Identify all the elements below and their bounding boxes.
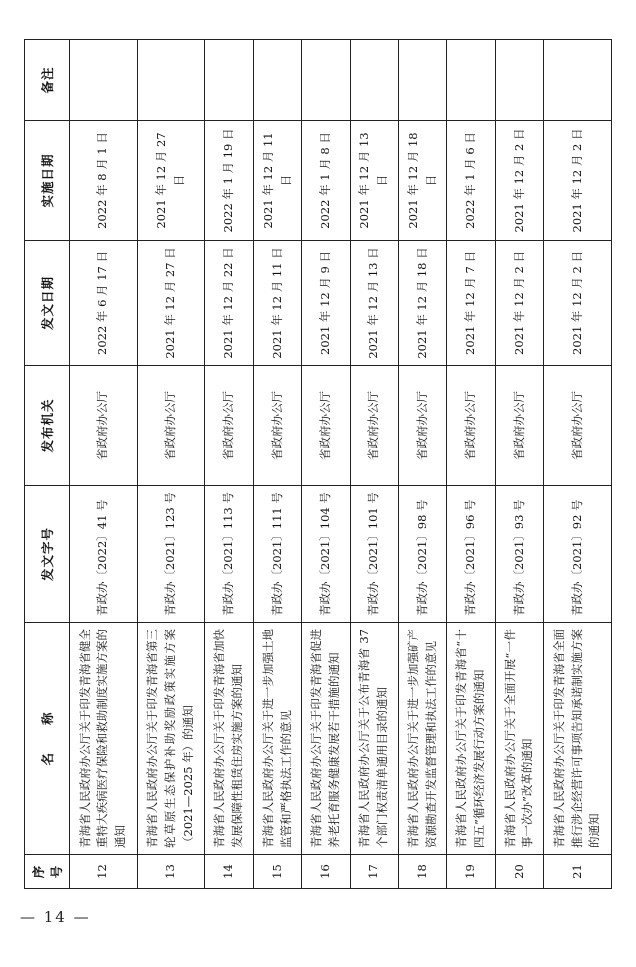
cell-effective-date: 2022 年 1 月 8 日 bbox=[302, 121, 350, 241]
cell-effective-date: 2021 年 12 月 13 日 bbox=[350, 121, 398, 241]
cell-issuer: 省政府办公厅 bbox=[447, 366, 495, 486]
cell-seq: 16 bbox=[302, 855, 350, 889]
cell-effective-date: 2022 年 8 月 1 日 bbox=[70, 121, 138, 241]
cell-issuer: 省政府办公厅 bbox=[205, 366, 253, 486]
table-row bbox=[447, 40, 495, 889]
cell-remark bbox=[302, 40, 350, 121]
cell-doc-no: 青政办〔2022〕41 号 bbox=[70, 486, 138, 623]
header-seq: 序号 bbox=[25, 855, 70, 889]
cell-seq: 21 bbox=[544, 855, 612, 889]
header-row bbox=[25, 40, 70, 889]
cell-name: 青海省人民政府办公厅关于印发青海省健全重特大疾病医疗保险和救助制度实施方案的通知 bbox=[70, 623, 138, 855]
cell-seq: 18 bbox=[399, 855, 447, 889]
cell-issue-date: 2021 年 12 月 13 日 bbox=[350, 241, 398, 366]
cell-remark bbox=[70, 40, 138, 121]
cell-remark bbox=[447, 40, 495, 121]
cell-doc-no: 青政办〔2021〕123 号 bbox=[137, 486, 205, 623]
cell-issue-date: 2021 年 12 月 11 日 bbox=[253, 241, 301, 366]
cell-name: 青海省人民政府办公厅关于印发青海省“十四五”循环经济发展行动方案的通知 bbox=[447, 623, 495, 855]
cell-effective-date: 2021 年 12 月 27 日 bbox=[137, 121, 205, 241]
cell-issue-date: 2021 年 12 月 22 日 bbox=[205, 241, 253, 366]
header-issuer: 发布机关 bbox=[25, 366, 70, 486]
cell-effective-date: 2021 年 12 月 2 日 bbox=[544, 121, 612, 241]
cell-effective-date: 2021 年 12 月 11 日 bbox=[253, 121, 301, 241]
cell-issue-date: 2022 年 6 月 17 日 bbox=[70, 241, 138, 366]
cell-issuer: 省政府办公厅 bbox=[137, 366, 205, 486]
table-row bbox=[350, 40, 398, 889]
cell-issue-date: 2021 年 12 月 9 日 bbox=[302, 241, 350, 366]
cell-doc-no: 青政办〔2021〕96 号 bbox=[447, 486, 495, 623]
table-row bbox=[399, 40, 447, 889]
cell-issue-date: 2021 年 12 月 2 日 bbox=[495, 241, 543, 366]
table-row bbox=[302, 40, 350, 889]
document-table bbox=[24, 39, 612, 889]
cell-doc-no: 青政办〔2021〕101 号 bbox=[350, 486, 398, 623]
header-doc-no: 发文字号 bbox=[25, 486, 70, 623]
cell-doc-no: 青政办〔2021〕98 号 bbox=[399, 486, 447, 623]
cell-name: 青海省人民政府办公厅关于印发青海省第三轮草原生态保护补助奖励政策实施方案（2021—2025 年）的通知 bbox=[137, 623, 205, 855]
cell-name: 青海省人民政府办公厅关于全面开展“一件事一次办”改革的通知 bbox=[495, 623, 543, 855]
cell-issue-date: 2021 年 12 月 27 日 bbox=[137, 241, 205, 366]
cell-issuer: 省政府办公厅 bbox=[253, 366, 301, 486]
cell-seq: 14 bbox=[205, 855, 253, 889]
header-name: 名 称 bbox=[25, 623, 70, 855]
cell-issuer: 省政府办公厅 bbox=[302, 366, 350, 486]
cell-issue-date: 2021 年 12 月 2 日 bbox=[544, 241, 612, 366]
cell-remark bbox=[253, 40, 301, 121]
cell-effective-date: 2022 年 1 月 19 日 bbox=[205, 121, 253, 241]
cell-issuer: 省政府办公厅 bbox=[544, 366, 612, 486]
cell-name: 青海省人民政府办公厅关于公布青海省 37 个部门权责清单通用目录的通知 bbox=[350, 623, 398, 855]
cell-issuer: 省政府办公厅 bbox=[350, 366, 398, 486]
cell-remark bbox=[544, 40, 612, 121]
cell-name: 青海省人民政府办公厅关于印发青海省加快发展保障性租赁住房实施方案的通知 bbox=[205, 623, 253, 855]
cell-seq: 12 bbox=[70, 855, 138, 889]
cell-name: 青海省人民政府办公厅关于印发青海省全面推行涉企经营许可事项告知承诺制实施方案的通知 bbox=[544, 623, 612, 855]
cell-remark bbox=[137, 40, 205, 121]
cell-effective-date: 2021 年 12 月 2 日 bbox=[495, 121, 543, 241]
cell-remark bbox=[399, 40, 447, 121]
cell-effective-date: 2021 年 12 月 18 日 bbox=[399, 121, 447, 241]
table-row bbox=[253, 40, 301, 889]
cell-issuer: 省政府办公厅 bbox=[399, 366, 447, 486]
cell-doc-no: 青政办〔2021〕92 号 bbox=[544, 486, 612, 623]
cell-remark bbox=[205, 40, 253, 121]
cell-doc-no: 青政办〔2021〕104 号 bbox=[302, 486, 350, 623]
cell-remark bbox=[495, 40, 543, 121]
cell-seq: 13 bbox=[137, 855, 205, 889]
cell-seq: 20 bbox=[495, 855, 543, 889]
header-remark: 备注 bbox=[25, 40, 70, 121]
cell-doc-no: 青政办〔2021〕113 号 bbox=[205, 486, 253, 623]
table-row bbox=[205, 40, 253, 889]
rotated-table-wrapper bbox=[24, 40, 612, 889]
table-row bbox=[70, 40, 138, 889]
header-effective-date: 实施日期 bbox=[25, 121, 70, 241]
header-issue-date: 发文日期 bbox=[25, 241, 70, 366]
cell-remark bbox=[350, 40, 398, 121]
cell-seq: 19 bbox=[447, 855, 495, 889]
cell-issuer: 省政府办公厅 bbox=[70, 366, 138, 486]
cell-name: 青海省人民政府办公厅关于印发青海省促进养老托育服务健康发展若干措施的通知 bbox=[302, 623, 350, 855]
cell-name: 青海省人民政府办公厅关于进一步加强矿产资源勘查开发监督管理和执法工作的意见 bbox=[399, 623, 447, 855]
cell-doc-no: 青政办〔2021〕111 号 bbox=[253, 486, 301, 623]
table-row bbox=[544, 40, 612, 889]
cell-name: 青海省人民政府办公厅关于进一步加强土地监管和严格执法工作的意见 bbox=[253, 623, 301, 855]
cell-doc-no: 青政办〔2021〕93 号 bbox=[495, 486, 543, 623]
cell-issue-date: 2021 年 12 月 18 日 bbox=[399, 241, 447, 366]
table-row bbox=[495, 40, 543, 889]
cell-seq: 17 bbox=[350, 855, 398, 889]
cell-seq: 15 bbox=[253, 855, 301, 889]
page-number: — 14 — bbox=[20, 908, 91, 926]
cell-issue-date: 2021 年 12 月 7 日 bbox=[447, 241, 495, 366]
table-row bbox=[137, 40, 205, 889]
cell-effective-date: 2022 年 1 月 6 日 bbox=[447, 121, 495, 241]
cell-issuer: 省政府办公厅 bbox=[495, 366, 543, 486]
